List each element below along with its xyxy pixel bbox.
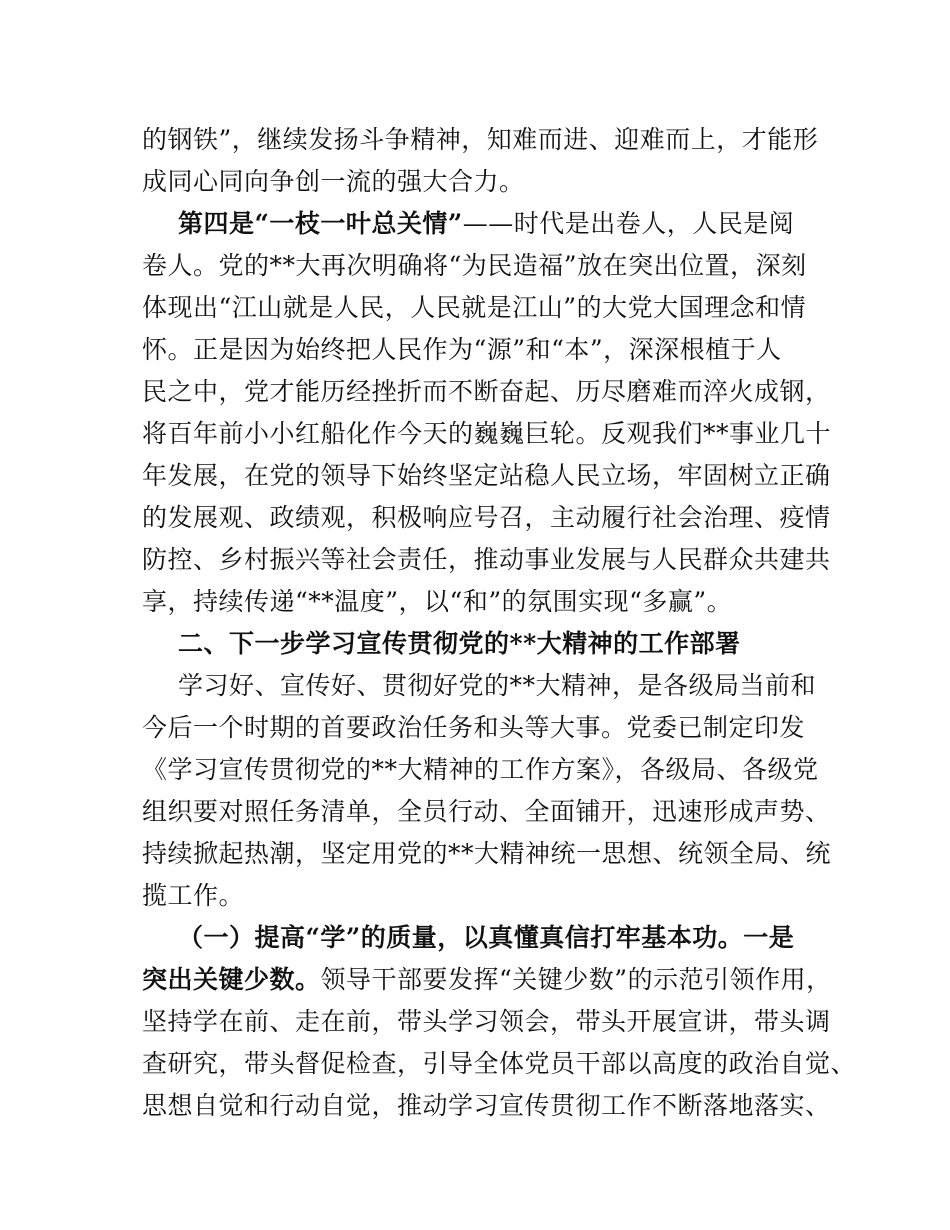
body-text-line: 怀。正是因为始终把人民作为“源”和“本”，深深根植于人: [142, 335, 782, 364]
body-text-line: 查研究，带头督促检查，引导全体党员干部以高度的政治自觉、: [142, 1049, 857, 1078]
body-text-segment: ——时代是出卷人，人民是阅: [462, 209, 795, 238]
paragraph-lead-line: [142, 960, 832, 1000]
body-text-line: 体现出“江山就是人民，人民就是江山”的大党大国理念和情: [142, 293, 807, 322]
paragraph-lead-line: [178, 204, 794, 244]
body-text-line: 组织要对照任务清单，全员行动、全面铺开，迅速形成声势、: [142, 797, 831, 826]
body-text-line: 卷人。党的**大再次明确将“为民造福”放在突出位置，深刻: [142, 251, 807, 280]
body-text-line: 的发展观、政绩观，积极响应号召，主动履行社会治理、疫情: [142, 503, 831, 532]
body-text-line: 民之中，党才能历经挫折而不断奋起、历尽磨难而淬火成钢，: [142, 377, 831, 406]
body-text-line: 成同心同向争创一流的强大合力。: [142, 167, 525, 196]
point-heading: 突出关键少数。: [142, 965, 321, 994]
body-text-line: 将百年前小小红船化作今天的巍巍巨轮。反观我们**事业几十: [142, 419, 832, 448]
section-heading: 二、下一步学习宣传贯彻党的**大精神的工作部署: [178, 629, 741, 658]
body-text-line: 持续掀起热潮，坚定用党的**大精神统一思想、统领全局、统: [142, 839, 832, 868]
body-text-line: 揽工作。: [142, 881, 245, 910]
body-text-line: 今后一个时期的首要政治任务和头等大事。党委已制定印发: [142, 713, 806, 742]
body-text-line: 享，持续传递“**温度”，以“和”的氛围实现“多赢”。: [142, 587, 733, 616]
body-text-line: 防控、乡村振兴等社会责任，推动事业发展与人民群众共建共: [142, 545, 831, 574]
body-text-line: 年发展，在党的领导下始终坚定站稳人民立场，牢固树立正确: [142, 461, 831, 490]
subsection-heading: （一）提高“学”的质量，以真懂真信打牢基本功。一是: [178, 923, 795, 952]
body-text-line: 学习好、宣传好、贯彻好党的**大精神，是各级局当前和: [178, 671, 817, 700]
body-text-segment: 领导干部要发挥“关键少数”的示范引领作用，: [320, 965, 832, 994]
paragraph-heading: 第四是“一枝一叶总关情”: [178, 209, 463, 238]
body-text-line: 《学习宣传贯彻党的**大精神的工作方案》，各级局、各级党: [142, 755, 819, 784]
body-text-line: 思想自觉和行动自觉，推动学习宣传贯彻工作不断落地落实、: [142, 1091, 831, 1120]
body-text-line: 坚持学在前、走在前，带头学习领会，带头开展宣讲，带头调: [142, 1007, 831, 1036]
body-text-line: 的钢铁”，继续发扬斗争精神，知难而进、迎难而上，才能形: [142, 125, 819, 154]
